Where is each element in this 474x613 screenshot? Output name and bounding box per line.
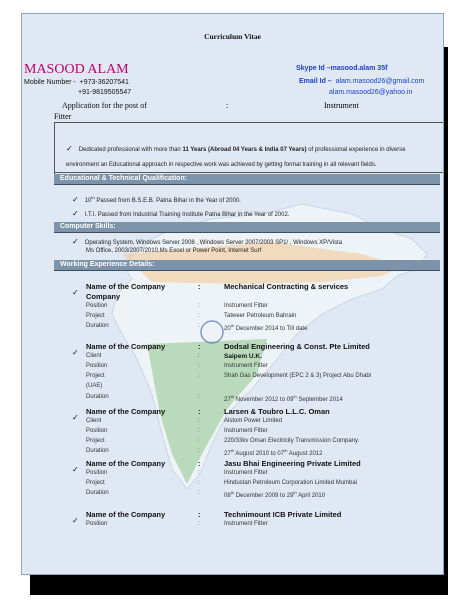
summary-border [54, 122, 55, 182]
position-value: Instrument Fitter [224, 363, 268, 369]
project-value: Shah Gas Development (EPC 2 & 3) Project Abu Dhabi [224, 373, 372, 379]
client-value: Saipem U.K. [224, 353, 262, 360]
client-value: Alstom Power Limited [224, 418, 283, 424]
colon: : [198, 394, 200, 400]
duration-value: 20th December 2014 to Till date [224, 323, 308, 332]
project-label: Project [86, 373, 105, 379]
company-label: Name of the Company [86, 282, 166, 291]
colon: : [198, 282, 201, 291]
application-colon: : [226, 101, 229, 110]
company-label: Name of the Company [86, 510, 166, 519]
colon: : [198, 428, 200, 434]
project-value: Hindustan Petroleum Corporation Limited Mumbai [224, 480, 358, 486]
application-value: Instrument [324, 101, 359, 110]
position-value: Instrument Fitter [224, 521, 268, 527]
company-name: Dodsal Engineering & Const. Pte Limited [224, 342, 370, 351]
position-label: Position [86, 363, 108, 369]
check-icon: ✓ [72, 288, 79, 297]
company-label: Name of the Company [86, 342, 166, 351]
colon: : [198, 342, 201, 351]
application-value-cont: Fitter [54, 112, 72, 121]
project-value: 220/33kv Oman Electricity Transmission Company. [224, 438, 360, 444]
mobile-line [24, 78, 129, 88]
section-education: Educational & Technical Qualification: [54, 174, 440, 185]
colon: : [198, 303, 200, 309]
colon: : [198, 480, 200, 486]
divider [54, 122, 443, 123]
mobile-label: Mobile Number - [24, 79, 76, 86]
project-label: Project [86, 480, 105, 486]
colon: : [198, 407, 201, 416]
duration-value: 27th August 2010 to 07th August 2012 [224, 448, 323, 457]
mobile-number-1: +973-36207541 [79, 79, 129, 86]
position-label: Position [86, 521, 108, 527]
company-name: Larsen & Toubro L.L.C. Oman [224, 407, 330, 416]
summary-paragraph: ✓ Dedicated professional with more than 11 Years (Abroad 04 Years & India 07 Years) of professional experience in diverse environment an Educational approach in respective work was achieved by getting formal training in all relevant fields. [66, 144, 406, 168]
email-2[interactable]: alam.masood26@yahoo.in [329, 89, 413, 96]
resume-page [21, 13, 444, 575]
mobile-number-2: +91-9819505547 [78, 89, 132, 96]
check-icon: ✓ [72, 237, 79, 246]
colon: : [198, 323, 200, 329]
colon: : [198, 448, 200, 454]
check-icon: ✓ [72, 465, 79, 474]
duration-label: Duration [86, 394, 109, 400]
colon: : [198, 490, 200, 496]
colon: : [198, 353, 200, 359]
position-value: Instrument Fitter [224, 470, 268, 476]
position-value: Instrument Fitter [224, 303, 268, 309]
company-name: Technimount ICB Private Limited [224, 510, 342, 519]
project-value: Tatweer Petroleum Bahrain [224, 313, 297, 319]
position-label: Position [86, 428, 108, 434]
position-label: Position [86, 470, 108, 476]
duration-value: 27th November 2012 to 09th September 2014 [224, 394, 343, 403]
client-label: Client [86, 418, 102, 424]
section-computer: Computer Skills: [54, 222, 440, 233]
check-icon: ✓ [72, 209, 79, 218]
client-label: Client [86, 353, 102, 359]
section-experience: Working Experience Details: [54, 260, 440, 271]
email-line [299, 78, 424, 85]
duration-label: Duration [86, 448, 109, 454]
duration-label: Duration [86, 323, 109, 329]
colon: : [198, 521, 200, 527]
computer-skill-line2: Ms Office, 2003/2007/2010,Ms Excel or Power Point, Internet Surf [86, 248, 262, 254]
check-icon: ✓ [72, 348, 79, 357]
duration-value: 08th December 2009 to 29th April 2010 [224, 490, 326, 499]
check-icon: ✓ [72, 516, 79, 525]
company-label: Name of the Company [86, 407, 166, 416]
project-label: Project [86, 313, 105, 319]
email-1[interactable]: alam.masood26@gmail.com [335, 78, 425, 85]
check-icon: ✓ [72, 195, 79, 204]
company-name: Jasu Bhai Engineering Private Limited [224, 459, 361, 468]
divider [54, 172, 443, 173]
colon: : [198, 373, 200, 379]
check-icon: ✓ [66, 144, 73, 153]
position-label: Position [86, 303, 108, 309]
application-label: Application for the post of [62, 101, 147, 110]
candidate-name: MASOOD ALAM [24, 62, 129, 77]
project-value-cont: (UAE) [86, 383, 103, 389]
check-icon: ✓ [72, 413, 79, 422]
colon: : [198, 418, 200, 424]
company-name: Mechanical Contracting & services [224, 282, 349, 291]
cv-title: Curriculum Vitae [204, 32, 261, 41]
colon: : [198, 313, 200, 319]
skype-id: Skype Id –masood.alam 35f [296, 65, 388, 72]
colon: : [198, 470, 200, 476]
duration-label: Duration [86, 490, 109, 496]
colon: : [198, 459, 201, 468]
colon: : [198, 510, 201, 519]
project-label: Project [86, 438, 105, 444]
company-name-cont: Company [86, 292, 121, 301]
company-label: Name of the Company [86, 459, 166, 468]
position-value: Instrument Fitter [224, 428, 268, 434]
colon: : [198, 438, 200, 444]
email-label: Email Id – [299, 78, 332, 85]
education-item: ✓ 10th Passed from B.S.E.B. Patna Bihar in the Year of 2000. [72, 195, 241, 204]
colon: : [198, 363, 200, 369]
computer-skill-line1: ✓ Operating System, Windows Server 2008 , Windows Server 2007/2003 SP1/ , Windows XP/Vista [72, 237, 343, 246]
education-item: ✓ I.T.I. Passed from Industrial Training Institute Patna Bihar in the Year of 2002. [72, 209, 290, 218]
